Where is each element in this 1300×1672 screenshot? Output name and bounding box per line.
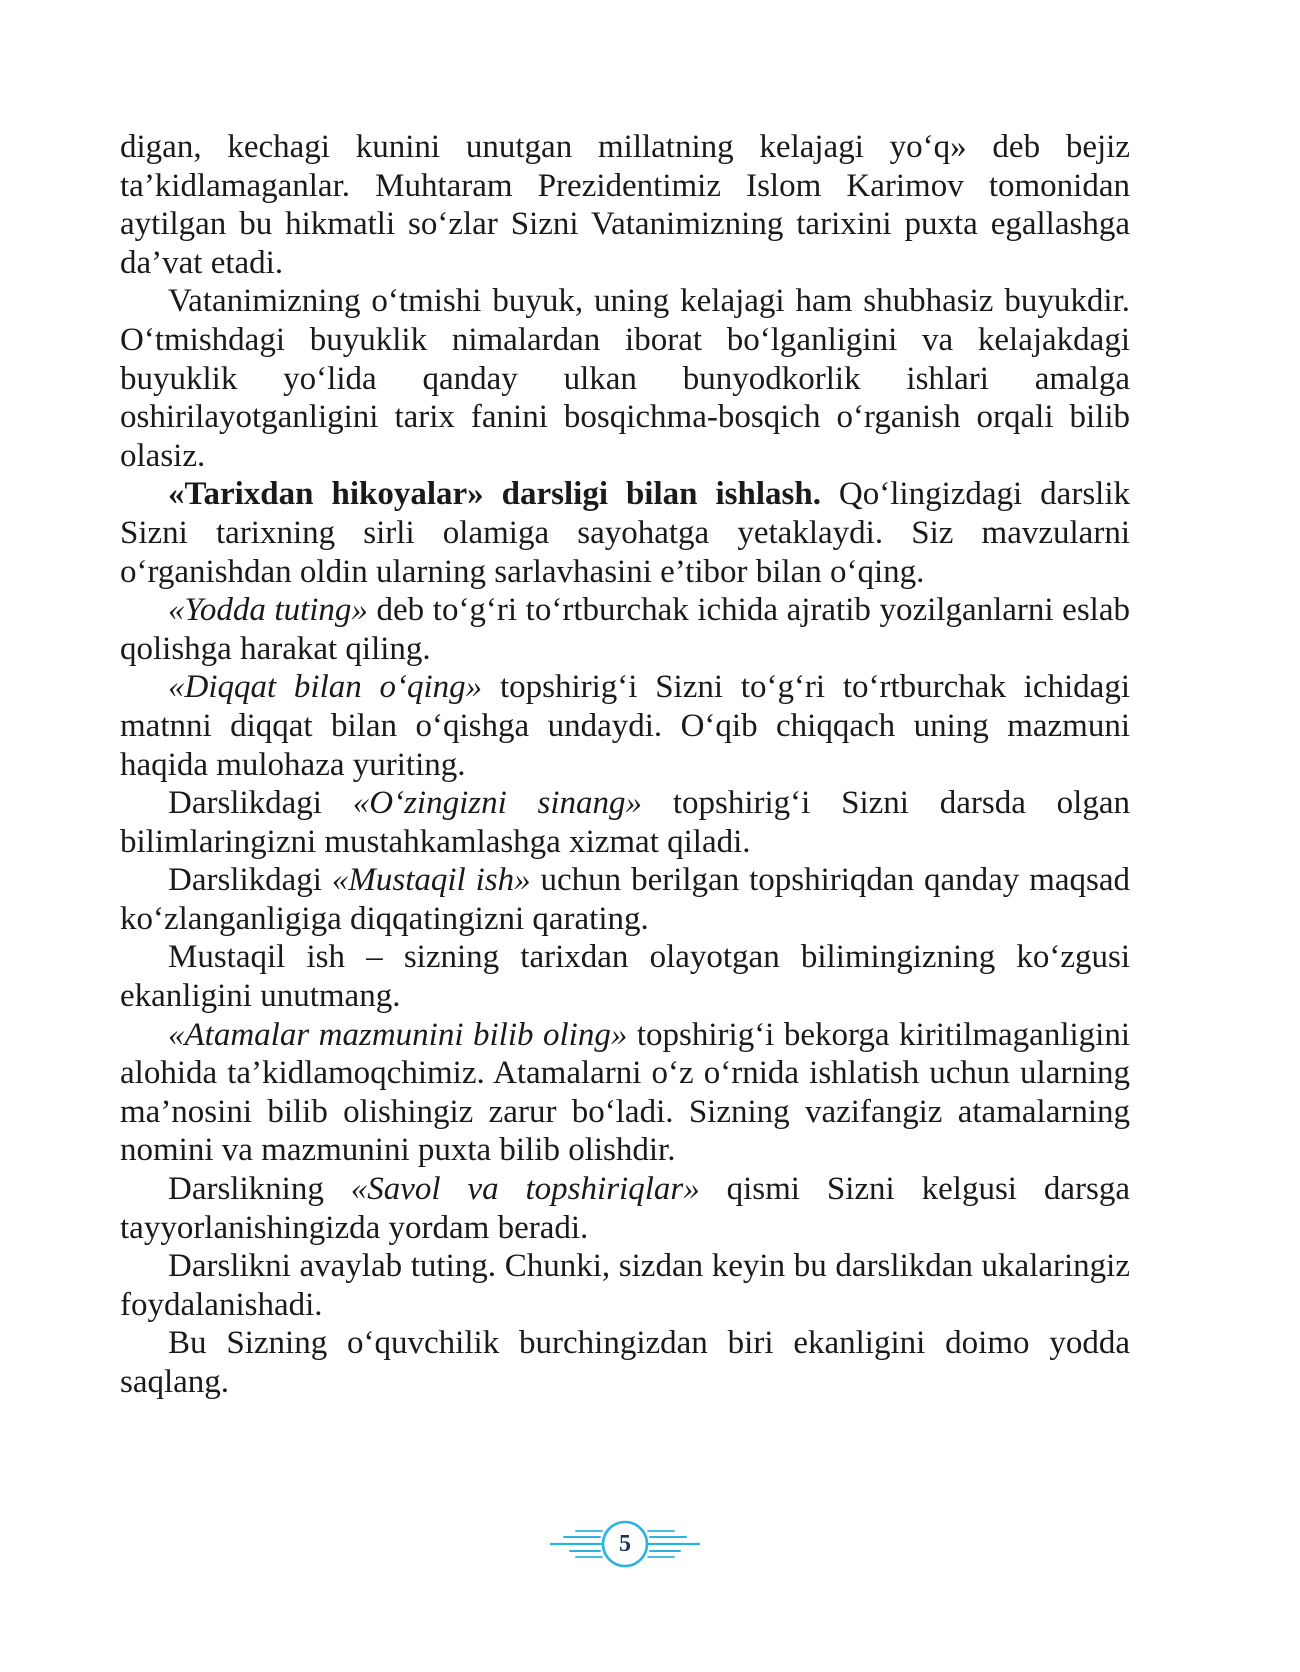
paragraph-2: Vatanimizning o‘tmishi buyuk, uning kelajagi ham shubhasiz buyukdir. O‘tmishdagi buyuklik nimalardan iborat bo‘lganligini va kelajakdagi buyuklik yo‘lida qanday ulkan bunyodkorlik ishlari amalga oshirilayotganligini tarix fanini bosqichma-bosqich o‘rganish orqali bilib olasiz.: [120, 283, 1130, 474]
paragraph-6: [120, 784, 1130, 861]
term-ozingizni-sinang: «O‘zingizni sinang»: [352, 785, 643, 822]
page-number: 5: [619, 1531, 631, 1557]
paragraph-12: Bu Sizning o‘quvchilik burchingizdan biri ekanligini doimo yodda saqlang.: [120, 1325, 1130, 1400]
term-diqqat-bilan-oqing: «Diqqat bilan o‘qing»: [168, 669, 483, 706]
paragraph-3: [120, 475, 1130, 591]
paragraph-7: [120, 861, 1130, 938]
term-mustaqil-ish: «Mustaqil ish»: [331, 862, 531, 899]
paragraph-5: [120, 668, 1130, 784]
paragraph-11: Darslikni avaylab tuting. Chunki, sizdan keyin bu darslikdan ukalaringiz foydalanishadi.: [120, 1248, 1130, 1323]
page-body: [120, 128, 1130, 1402]
paragraph-6-text: topshirig‘i Sizni darsda olgan bilimlaringizni mustahkamlashga xizmat qiladi.: [120, 785, 1130, 860]
term-atamalar-mazmunini: «Atamalar mazmunini bilib oling»: [168, 1016, 628, 1053]
paragraph-9: [120, 1016, 1130, 1170]
paragraph-5-text: topshirig‘i Sizni to‘g‘ri to‘rtburchak ichidagi matnni diqqat bilan o‘qishga undaydi. O‘qib chiqqach uning mazmuni haqida mulohaza yuriting.: [120, 669, 1130, 783]
paragraph-4: [120, 591, 1130, 668]
paragraph-6-lead: Darslikdagi: [168, 785, 353, 822]
paragraph-10-text: qismi Sizni kelgusi darsga tayyorlanishingizda yordam beradi.: [120, 1171, 1130, 1246]
paragraph-7-text: uchun berilgan topshiriqdan qanday maqsad ko‘zlanganligiga diqqatingizni qarating.: [120, 862, 1130, 937]
term-yodda-tuting: «Yodda tuting»: [168, 592, 368, 629]
paragraph-10-lead: Darslikning: [168, 1171, 351, 1208]
paragraph-3-text: Qo‘lingizdagi darslik Sizni tarixning sirli olamiga sayohatga yetaklaydi. Siz mavzularni o‘rganishdan oldin ularning sarlavhasini e’tibor bilan o‘qing.: [120, 476, 1130, 590]
term-savol-va-topshiriqlar: «Savol va topshiriqlar»: [350, 1171, 700, 1208]
page-number-footer: [550, 1520, 700, 1570]
paragraph-1: digan, kechagi kunini unutgan millatning kelajagi yo‘q» deb bejiz ta’kidlamaganlar. Muhtaram Prezidentimiz Islom Karimov tomonidan aytilgan bu hikmatli so‘zlar Sizni Vatanimizning tarixini puxta egallashga da’vat etadi.: [120, 129, 1130, 281]
paragraph-9-text: topshirig‘i bekorga kiritilmaganligini alohida ta’kidlamoqchimiz. Atamalarni o‘z o‘rnida ishlatish uchun ularning ma’nosini bilib olishingiz zarur bo‘ladi. Sizning vazifangiz atamalarning nomini va mazmunini puxta bilib olishdir.: [120, 1016, 1131, 1169]
paragraph-8: Mustaqil ish – sizning tarixdan olayotgan bilimingizning ko‘zgusi ekanligini unutmang.: [120, 939, 1130, 1015]
paragraph-4-text: deb to‘g‘ri to‘rtburchak ichida ajratib yozilganlarni eslab qolishga harakat qiling.: [120, 592, 1130, 667]
paragraph-7-lead: Darslikdagi: [168, 862, 332, 899]
section-heading: «Tarixdan hikoyalar» darsligi bilan ishlash.: [168, 476, 821, 513]
paragraph-10: [120, 1170, 1130, 1247]
